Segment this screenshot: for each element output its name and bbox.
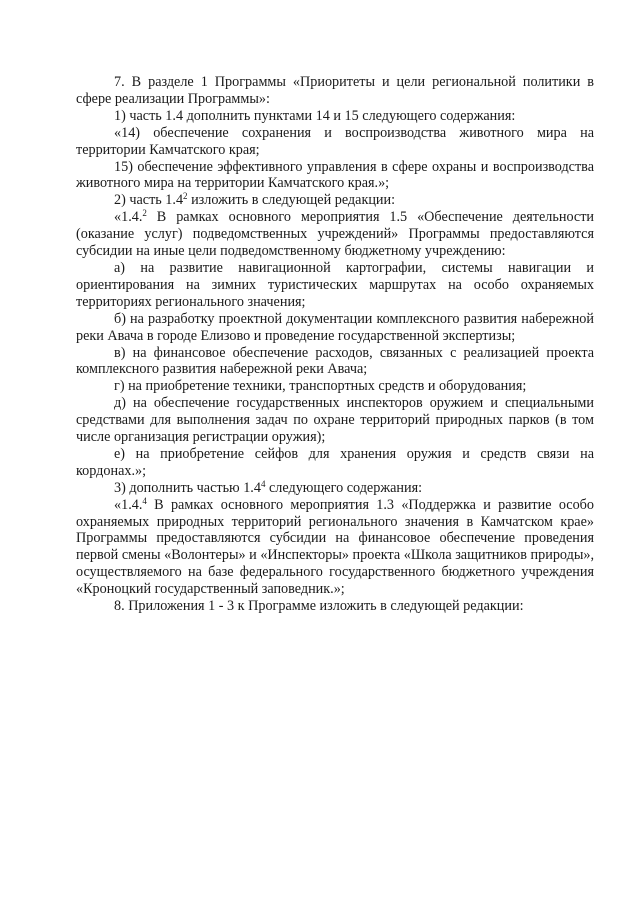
paragraph-item-2: 2) часть $1.4^2$ изложить в следующей редакции:: [114, 191, 396, 209]
paragraph-section-7: 7. В разделе 1 Программы «Приоритеты и цели региональной политики в сфере реализации Программы»:: [76, 74, 594, 107]
paragraph-subitem-d: д) на обеспечение государственных инспекторов оружием и специальными средствами для выполнения задач по охране территорий природных парков (в том числе организация регистрации оружия);: [76, 395, 594, 446]
document-body: [76, 74, 594, 615]
paragraph-part-1-4-2: «1.4.$^2$ В рамках основного мероприятия 1.5 «Обеспечение деятельности (оказание услуг) подведомственных учреждений» Программы предоставляются субсидии на иные цели подведомственному бюджетному учреждению:: [76, 208, 594, 260]
superscript: 4: [260, 478, 266, 489]
superscript: 2: [183, 191, 188, 202]
paragraph-point-14: «14) обеспечение сохранения и воспроизводства животного мира на территории Камчатского края;: [76, 124, 594, 158]
superscript: 2: [142, 208, 147, 219]
paragraph-part-1-4-4: «1.4.$^4$ В рамках основного мероприятия 1.3 «Поддержка и развитие особо охраняемых природных территорий регионального значения в Камчатском крае» Программы предоставляются субсидии на финансовое обеспечение проведения первой смены «Волонтеры» и «Инспекторы» проекта «Школа защитников природы», осуществляемого на базе федерального государственного бюджетного учреждения «Кроноцкий государственный заповедник.»;: [76, 495, 594, 598]
paragraph-subitem-b: б) на разработку проектной документации комплексного развития набережной реки Авача в городе Елизово и проведение государственной экспертизы;: [76, 310, 594, 344]
paragraph-item-3: 3) дополнить частью $1.4^4$ следующего содержания:: [114, 478, 423, 496]
paragraph-subitem-a: а) на развитие навигационной картографии, системы навигации и ориентирования на зимних туристических маршрутах на особо охраняемых территориях регионального значения;: [76, 259, 594, 310]
paragraph-item-1: 1) часть 1.4 дополнить пунктами 14 и 15 следующего содержания:: [114, 107, 516, 124]
paragraph-subitem-e: е) на приобретение сейфов для хранения оружия и средств связи на кордонах.»;: [76, 445, 594, 479]
paragraph-subitem-g: г) на приобретение техники, транспортных средств и оборудования;: [114, 378, 527, 395]
paragraph-point-15: 15) обеспечение эффективного управления в сфере охраны и воспроизводства животного мира на территории Камчатского края.»;: [76, 158, 594, 192]
superscript: 4: [142, 495, 147, 506]
paragraph-subitem-v: в) на финансовое обеспечение расходов, связанных с реализацией проекта комплексного развития набережной реки Авача;: [76, 344, 594, 378]
paragraph-section-8: 8. Приложения 1 - 3 к Программе изложить в следующей редакции:: [114, 598, 524, 615]
